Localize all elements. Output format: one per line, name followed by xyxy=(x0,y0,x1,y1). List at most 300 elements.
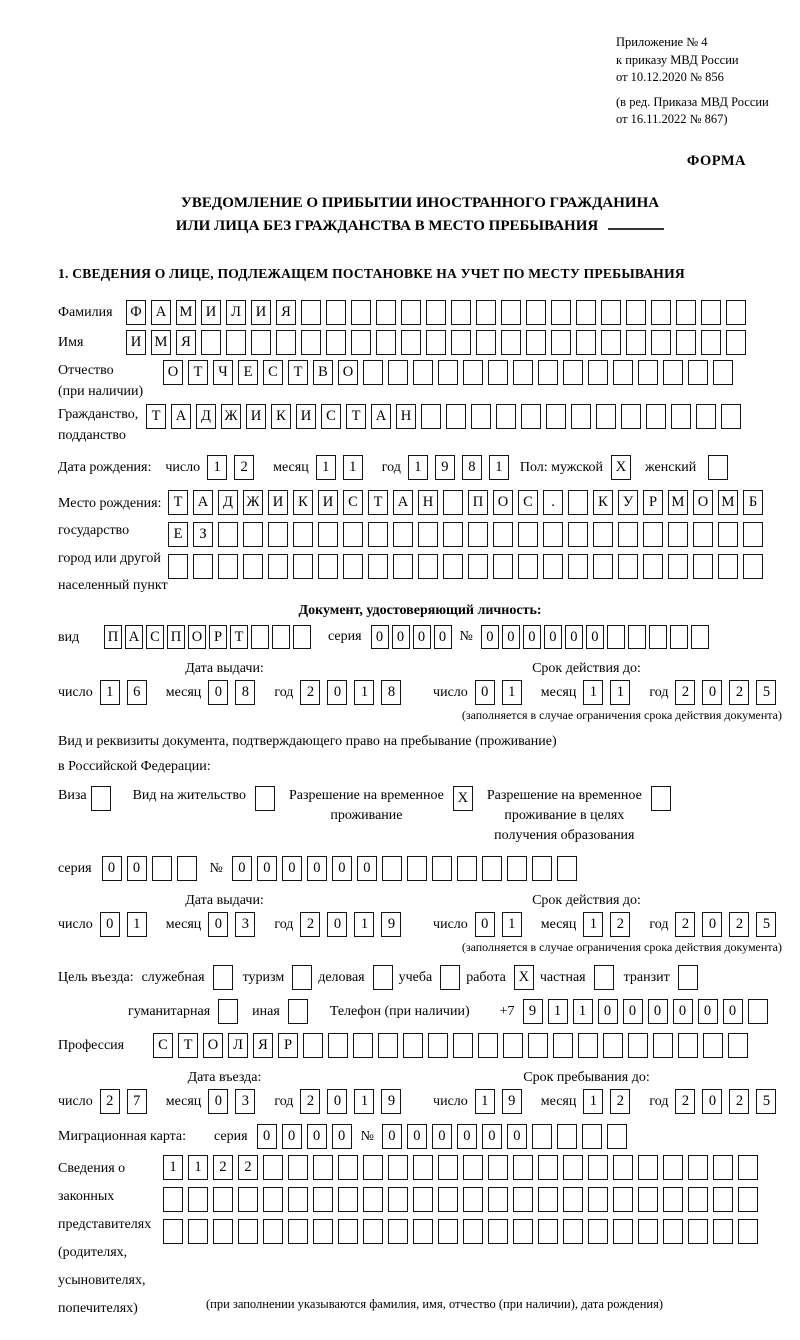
char-cell[interactable] xyxy=(613,1219,633,1244)
char-cell[interactable] xyxy=(588,360,608,385)
char-cell[interactable] xyxy=(388,1187,408,1212)
char-cell[interactable]: 1 xyxy=(163,1155,183,1180)
char-cell[interactable] xyxy=(368,554,388,579)
char-cell[interactable]: 0 xyxy=(327,912,347,937)
char-cell[interactable]: Я xyxy=(253,1033,273,1058)
char-cell[interactable] xyxy=(726,300,746,325)
char-cell[interactable] xyxy=(328,1033,348,1058)
char-cell[interactable]: О xyxy=(338,360,358,385)
visa-checkbox[interactable] xyxy=(91,786,111,811)
char-cell[interactable] xyxy=(503,1033,523,1058)
char-cell[interactable]: 0 xyxy=(623,999,643,1024)
char-cell[interactable]: И xyxy=(246,404,266,429)
char-cell[interactable]: 1 xyxy=(583,680,603,705)
char-cell[interactable] xyxy=(663,360,683,385)
char-cell[interactable] xyxy=(488,1219,508,1244)
char-cell[interactable]: К xyxy=(593,490,613,515)
char-cell[interactable] xyxy=(463,1155,483,1180)
char-cell[interactable] xyxy=(168,554,188,579)
char-cell[interactable]: А xyxy=(125,625,143,649)
char-cell[interactable] xyxy=(588,1219,608,1244)
patronymic-boxes[interactable] xyxy=(163,360,738,385)
char-cell[interactable] xyxy=(478,1033,498,1058)
char-cell[interactable] xyxy=(546,404,566,429)
char-cell[interactable]: Я xyxy=(176,330,196,355)
char-cell[interactable] xyxy=(726,330,746,355)
char-cell[interactable]: 2 xyxy=(300,1089,320,1114)
char-cell[interactable] xyxy=(651,300,671,325)
char-cell[interactable] xyxy=(553,1033,573,1058)
doc-number-boxes[interactable] xyxy=(481,625,712,649)
char-cell[interactable] xyxy=(293,554,313,579)
char-cell[interactable]: С xyxy=(263,360,283,385)
char-cell[interactable] xyxy=(718,554,738,579)
migration-number-boxes[interactable] xyxy=(382,1124,632,1149)
char-cell[interactable]: Т xyxy=(288,360,308,385)
char-cell[interactable]: 1 xyxy=(548,999,568,1024)
char-cell[interactable]: Ж xyxy=(243,490,263,515)
char-cell[interactable]: П xyxy=(167,625,185,649)
char-cell[interactable] xyxy=(438,360,458,385)
residence-issue-day[interactable] xyxy=(100,912,154,937)
char-cell[interactable] xyxy=(688,1155,708,1180)
char-cell[interactable]: 0 xyxy=(648,999,668,1024)
char-cell[interactable] xyxy=(188,1219,208,1244)
char-cell[interactable]: 0 xyxy=(392,625,410,649)
char-cell[interactable]: Д xyxy=(218,490,238,515)
identity-valid-year[interactable] xyxy=(675,680,783,705)
char-cell[interactable]: Т xyxy=(168,490,188,515)
purpose-transit-checkbox[interactable] xyxy=(678,965,698,990)
char-cell[interactable]: М xyxy=(718,490,738,515)
char-cell[interactable] xyxy=(571,404,591,429)
char-cell[interactable]: 2 xyxy=(300,912,320,937)
char-cell[interactable] xyxy=(538,1187,558,1212)
char-cell[interactable] xyxy=(738,1155,758,1180)
char-cell[interactable] xyxy=(238,1219,258,1244)
char-cell[interactable]: Н xyxy=(418,490,438,515)
char-cell[interactable] xyxy=(721,404,741,429)
char-cell[interactable]: 7 xyxy=(127,1089,147,1114)
birth-month-boxes[interactable] xyxy=(316,455,370,480)
char-cell[interactable] xyxy=(743,554,763,579)
char-cell[interactable] xyxy=(251,625,269,649)
char-cell[interactable] xyxy=(563,1219,583,1244)
char-cell[interactable]: 0 xyxy=(698,999,718,1024)
char-cell[interactable]: 0 xyxy=(502,625,520,649)
char-cell[interactable] xyxy=(443,522,463,547)
char-cell[interactable]: 0 xyxy=(475,680,495,705)
birth-place-row-1[interactable] xyxy=(168,490,768,515)
char-cell[interactable] xyxy=(638,1219,658,1244)
char-cell[interactable] xyxy=(438,1219,458,1244)
char-cell[interactable]: 0 xyxy=(307,1124,327,1149)
char-cell[interactable] xyxy=(318,554,338,579)
char-cell[interactable] xyxy=(688,360,708,385)
char-cell[interactable]: Л xyxy=(226,300,246,325)
char-cell[interactable] xyxy=(626,300,646,325)
char-cell[interactable] xyxy=(413,1187,433,1212)
char-cell[interactable] xyxy=(426,300,446,325)
char-cell[interactable]: 0 xyxy=(332,1124,352,1149)
char-cell[interactable]: 2 xyxy=(213,1155,233,1180)
char-cell[interactable]: 1 xyxy=(316,455,336,480)
char-cell[interactable] xyxy=(613,360,633,385)
char-cell[interactable] xyxy=(676,300,696,325)
char-cell[interactable] xyxy=(613,1155,633,1180)
char-cell[interactable] xyxy=(313,1219,333,1244)
char-cell[interactable] xyxy=(663,1187,683,1212)
residence-permit-checkbox[interactable] xyxy=(255,786,275,811)
char-cell[interactable]: З xyxy=(193,522,213,547)
char-cell[interactable] xyxy=(446,404,466,429)
char-cell[interactable]: М xyxy=(176,300,196,325)
char-cell[interactable]: 0 xyxy=(100,912,120,937)
char-cell[interactable]: 0 xyxy=(127,856,147,881)
char-cell[interactable] xyxy=(163,1219,183,1244)
char-cell[interactable]: 1 xyxy=(207,455,227,480)
char-cell[interactable] xyxy=(588,1155,608,1180)
char-cell[interactable] xyxy=(463,1219,483,1244)
char-cell[interactable] xyxy=(557,856,577,881)
char-cell[interactable] xyxy=(376,300,396,325)
char-cell[interactable] xyxy=(303,1033,323,1058)
char-cell[interactable] xyxy=(613,1187,633,1212)
char-cell[interactable]: С xyxy=(518,490,538,515)
char-cell[interactable]: С xyxy=(343,490,363,515)
char-cell[interactable]: 9 xyxy=(502,1089,522,1114)
char-cell[interactable]: 8 xyxy=(462,455,482,480)
char-cell[interactable] xyxy=(678,1033,698,1058)
char-cell[interactable] xyxy=(626,330,646,355)
char-cell[interactable] xyxy=(343,522,363,547)
char-cell[interactable] xyxy=(601,300,621,325)
char-cell[interactable] xyxy=(538,360,558,385)
char-cell[interactable] xyxy=(407,856,427,881)
birth-day-boxes[interactable] xyxy=(207,455,261,480)
char-cell[interactable] xyxy=(243,522,263,547)
char-cell[interactable] xyxy=(463,360,483,385)
char-cell[interactable] xyxy=(213,1187,233,1212)
char-cell[interactable] xyxy=(443,490,463,515)
char-cell[interactable] xyxy=(543,554,563,579)
char-cell[interactable]: 1 xyxy=(583,1089,603,1114)
char-cell[interactable] xyxy=(638,1155,658,1180)
char-cell[interactable] xyxy=(293,522,313,547)
char-cell[interactable]: 1 xyxy=(188,1155,208,1180)
char-cell[interactable] xyxy=(272,625,290,649)
char-cell[interactable]: 0 xyxy=(282,856,302,881)
identity-valid-day[interactable] xyxy=(475,680,529,705)
char-cell[interactable] xyxy=(218,554,238,579)
char-cell[interactable] xyxy=(748,999,768,1024)
residence-valid-year[interactable] xyxy=(675,912,783,937)
char-cell[interactable]: О xyxy=(203,1033,223,1058)
char-cell[interactable] xyxy=(670,625,688,649)
char-cell[interactable]: 2 xyxy=(100,1089,120,1114)
char-cell[interactable]: А xyxy=(193,490,213,515)
char-cell[interactable] xyxy=(376,330,396,355)
char-cell[interactable] xyxy=(563,1155,583,1180)
char-cell[interactable]: 2 xyxy=(300,680,320,705)
char-cell[interactable] xyxy=(653,1033,673,1058)
char-cell[interactable] xyxy=(226,330,246,355)
char-cell[interactable] xyxy=(152,856,172,881)
char-cell[interactable]: 1 xyxy=(573,999,593,1024)
char-cell[interactable] xyxy=(713,360,733,385)
char-cell[interactable] xyxy=(668,554,688,579)
char-cell[interactable] xyxy=(501,330,521,355)
char-cell[interactable] xyxy=(263,1187,283,1212)
char-cell[interactable]: Е xyxy=(238,360,258,385)
char-cell[interactable] xyxy=(691,625,709,649)
char-cell[interactable] xyxy=(401,300,421,325)
residence-valid-day[interactable] xyxy=(475,912,529,937)
purpose-business-checkbox[interactable] xyxy=(373,965,393,990)
char-cell[interactable]: А xyxy=(393,490,413,515)
birth-place-row-3[interactable] xyxy=(168,554,768,579)
char-cell[interactable] xyxy=(568,522,588,547)
char-cell[interactable] xyxy=(643,554,663,579)
char-cell[interactable] xyxy=(326,330,346,355)
char-cell[interactable]: 1 xyxy=(354,912,374,937)
char-cell[interactable]: 0 xyxy=(702,680,722,705)
char-cell[interactable] xyxy=(538,1155,558,1180)
char-cell[interactable] xyxy=(513,1187,533,1212)
char-cell[interactable]: К xyxy=(293,490,313,515)
char-cell[interactable] xyxy=(313,1187,333,1212)
stay-year[interactable] xyxy=(675,1089,783,1114)
char-cell[interactable] xyxy=(532,1124,552,1149)
char-cell[interactable] xyxy=(688,1187,708,1212)
char-cell[interactable] xyxy=(443,554,463,579)
char-cell[interactable]: 0 xyxy=(482,1124,502,1149)
char-cell[interactable] xyxy=(493,554,513,579)
char-cell[interactable]: 0 xyxy=(544,625,562,649)
char-cell[interactable] xyxy=(703,1033,723,1058)
char-cell[interactable] xyxy=(668,522,688,547)
char-cell[interactable] xyxy=(526,300,546,325)
char-cell[interactable]: Р xyxy=(643,490,663,515)
char-cell[interactable] xyxy=(576,330,596,355)
char-cell[interactable]: Е xyxy=(168,522,188,547)
char-cell[interactable]: 3 xyxy=(235,912,255,937)
char-cell[interactable] xyxy=(177,856,197,881)
char-cell[interactable]: 0 xyxy=(507,1124,527,1149)
char-cell[interactable]: 0 xyxy=(327,680,347,705)
char-cell[interactable]: 1 xyxy=(502,680,522,705)
migration-series-boxes[interactable] xyxy=(257,1124,357,1149)
char-cell[interactable]: 1 xyxy=(475,1089,495,1114)
char-cell[interactable] xyxy=(193,554,213,579)
char-cell[interactable]: 1 xyxy=(343,455,363,480)
char-cell[interactable]: 0 xyxy=(327,1089,347,1114)
char-cell[interactable]: 2 xyxy=(729,680,749,705)
char-cell[interactable] xyxy=(453,1033,473,1058)
char-cell[interactable]: 1 xyxy=(408,455,428,480)
representatives-row-1[interactable] xyxy=(163,1155,763,1180)
char-cell[interactable] xyxy=(413,1219,433,1244)
char-cell[interactable]: 2 xyxy=(729,1089,749,1114)
char-cell[interactable]: О xyxy=(163,360,183,385)
char-cell[interactable] xyxy=(388,1219,408,1244)
char-cell[interactable] xyxy=(301,300,321,325)
char-cell[interactable]: 9 xyxy=(381,1089,401,1114)
char-cell[interactable]: 9 xyxy=(435,455,455,480)
char-cell[interactable]: 0 xyxy=(598,999,618,1024)
residence-valid-month[interactable] xyxy=(583,912,637,937)
char-cell[interactable] xyxy=(388,1155,408,1180)
char-cell[interactable] xyxy=(513,1155,533,1180)
char-cell[interactable] xyxy=(238,1187,258,1212)
purpose-study-checkbox[interactable] xyxy=(440,965,460,990)
char-cell[interactable]: И xyxy=(251,300,271,325)
char-cell[interactable]: Д xyxy=(196,404,216,429)
char-cell[interactable]: Я xyxy=(276,300,296,325)
char-cell[interactable] xyxy=(643,522,663,547)
surname-boxes[interactable] xyxy=(126,300,751,325)
char-cell[interactable] xyxy=(268,522,288,547)
purpose-private-checkbox[interactable] xyxy=(594,965,614,990)
char-cell[interactable] xyxy=(568,554,588,579)
char-cell[interactable] xyxy=(603,1033,623,1058)
char-cell[interactable]: Т xyxy=(178,1033,198,1058)
char-cell[interactable]: 0 xyxy=(434,625,452,649)
char-cell[interactable]: 5 xyxy=(756,912,776,937)
char-cell[interactable] xyxy=(263,1155,283,1180)
char-cell[interactable] xyxy=(557,1124,577,1149)
char-cell[interactable] xyxy=(568,490,588,515)
char-cell[interactable] xyxy=(421,404,441,429)
char-cell[interactable] xyxy=(363,1187,383,1212)
char-cell[interactable]: 0 xyxy=(523,625,541,649)
char-cell[interactable]: . xyxy=(543,490,563,515)
temp-residence-permit-checkbox[interactable]: X xyxy=(453,786,473,811)
char-cell[interactable]: И xyxy=(318,490,338,515)
char-cell[interactable] xyxy=(621,404,641,429)
char-cell[interactable]: 6 xyxy=(127,680,147,705)
char-cell[interactable] xyxy=(268,554,288,579)
char-cell[interactable] xyxy=(313,1155,333,1180)
char-cell[interactable] xyxy=(593,554,613,579)
char-cell[interactable]: Н xyxy=(396,404,416,429)
char-cell[interactable] xyxy=(518,522,538,547)
char-cell[interactable] xyxy=(701,300,721,325)
char-cell[interactable] xyxy=(713,1219,733,1244)
entry-day[interactable] xyxy=(100,1089,154,1114)
char-cell[interactable]: 1 xyxy=(354,680,374,705)
char-cell[interactable] xyxy=(638,360,658,385)
char-cell[interactable]: 0 xyxy=(565,625,583,649)
profession-boxes[interactable] xyxy=(153,1033,753,1058)
residence-issue-month[interactable] xyxy=(208,912,262,937)
char-cell[interactable] xyxy=(263,1219,283,1244)
char-cell[interactable] xyxy=(413,360,433,385)
char-cell[interactable] xyxy=(393,554,413,579)
char-cell[interactable]: 1 xyxy=(610,680,630,705)
char-cell[interactable]: М xyxy=(151,330,171,355)
char-cell[interactable] xyxy=(551,300,571,325)
char-cell[interactable] xyxy=(488,1187,508,1212)
char-cell[interactable]: 2 xyxy=(234,455,254,480)
char-cell[interactable] xyxy=(728,1033,748,1058)
char-cell[interactable]: 0 xyxy=(413,625,431,649)
char-cell[interactable] xyxy=(293,625,311,649)
char-cell[interactable]: 0 xyxy=(208,912,228,937)
char-cell[interactable]: Б xyxy=(743,490,763,515)
char-cell[interactable]: И xyxy=(296,404,316,429)
char-cell[interactable] xyxy=(363,360,383,385)
char-cell[interactable] xyxy=(301,330,321,355)
char-cell[interactable] xyxy=(526,330,546,355)
char-cell[interactable]: П xyxy=(468,490,488,515)
doc-kind-boxes[interactable] xyxy=(104,625,314,649)
char-cell[interactable]: А xyxy=(151,300,171,325)
char-cell[interactable] xyxy=(426,330,446,355)
birth-place-row-2[interactable] xyxy=(168,522,768,547)
char-cell[interactable] xyxy=(438,1187,458,1212)
char-cell[interactable] xyxy=(338,1187,358,1212)
char-cell[interactable]: М xyxy=(668,490,688,515)
char-cell[interactable] xyxy=(563,360,583,385)
char-cell[interactable]: 0 xyxy=(586,625,604,649)
char-cell[interactable] xyxy=(288,1155,308,1180)
char-cell[interactable] xyxy=(338,1219,358,1244)
char-cell[interactable] xyxy=(718,522,738,547)
char-cell[interactable]: А xyxy=(171,404,191,429)
char-cell[interactable] xyxy=(288,1187,308,1212)
char-cell[interactable] xyxy=(638,1187,658,1212)
char-cell[interactable]: Т xyxy=(230,625,248,649)
birth-year-boxes[interactable] xyxy=(408,455,516,480)
char-cell[interactable] xyxy=(363,1155,383,1180)
char-cell[interactable] xyxy=(663,1155,683,1180)
char-cell[interactable]: 8 xyxy=(235,680,255,705)
char-cell[interactable] xyxy=(476,300,496,325)
char-cell[interactable]: 2 xyxy=(610,912,630,937)
char-cell[interactable]: И xyxy=(201,300,221,325)
char-cell[interactable]: С xyxy=(153,1033,173,1058)
purpose-other-checkbox[interactable] xyxy=(288,999,308,1024)
char-cell[interactable]: 0 xyxy=(673,999,693,1024)
identity-issue-month[interactable] xyxy=(208,680,262,705)
char-cell[interactable]: А xyxy=(371,404,391,429)
char-cell[interactable] xyxy=(418,522,438,547)
char-cell[interactable] xyxy=(693,522,713,547)
char-cell[interactable] xyxy=(618,522,638,547)
char-cell[interactable] xyxy=(701,330,721,355)
char-cell[interactable] xyxy=(578,1033,598,1058)
char-cell[interactable] xyxy=(393,522,413,547)
char-cell[interactable] xyxy=(276,330,296,355)
char-cell[interactable] xyxy=(471,404,491,429)
char-cell[interactable]: 1 xyxy=(354,1089,374,1114)
char-cell[interactable] xyxy=(696,404,716,429)
char-cell[interactable]: 3 xyxy=(235,1089,255,1114)
char-cell[interactable] xyxy=(401,330,421,355)
char-cell[interactable] xyxy=(528,1033,548,1058)
char-cell[interactable]: О xyxy=(188,625,206,649)
char-cell[interactable]: 0 xyxy=(432,1124,452,1149)
char-cell[interactable] xyxy=(671,404,691,429)
citizenship-boxes[interactable] xyxy=(146,404,746,429)
char-cell[interactable] xyxy=(428,1033,448,1058)
char-cell[interactable] xyxy=(649,625,667,649)
char-cell[interactable]: 0 xyxy=(307,856,327,881)
char-cell[interactable] xyxy=(521,404,541,429)
char-cell[interactable]: Ф xyxy=(126,300,146,325)
char-cell[interactable] xyxy=(593,522,613,547)
